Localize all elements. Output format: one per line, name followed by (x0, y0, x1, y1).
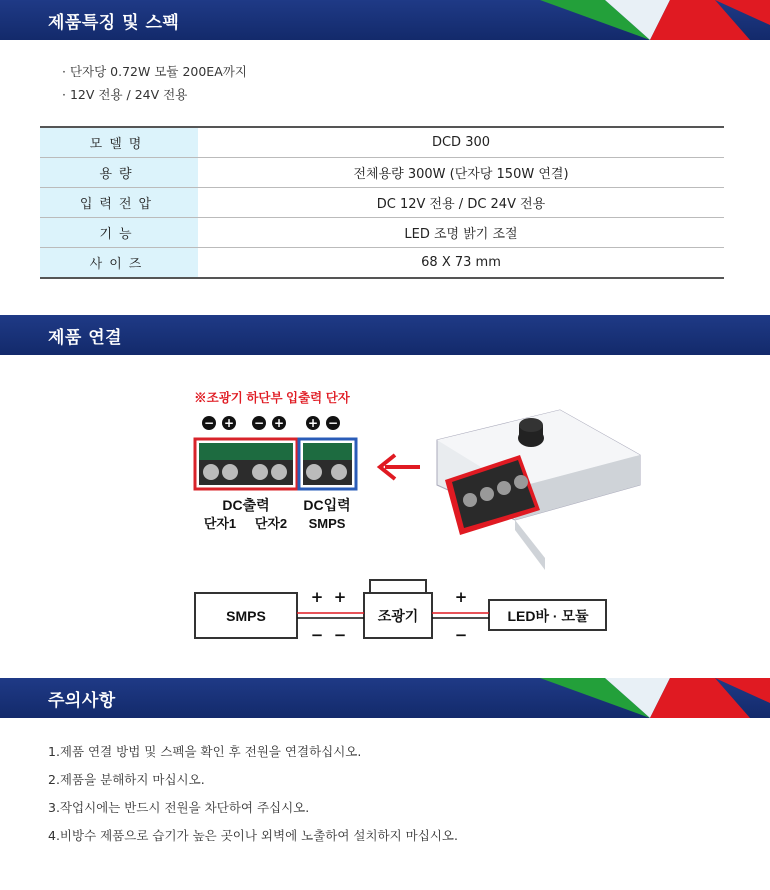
section-title: 제품 연결 (48, 328, 123, 348)
feature-list (62, 60, 247, 106)
minus-sign: − (333, 626, 347, 644)
caution-item: 3.작업시에는 반드시 전원을 차단하여 주십시오. (48, 800, 310, 815)
smps-sub-label: SMPS (308, 516, 346, 531)
table-row (40, 218, 724, 248)
smps-label: SMPS (226, 608, 266, 624)
dc-input-label: DC입력 (303, 497, 351, 513)
terminal-1-label: 단자1 (203, 516, 237, 531)
feature-item: · 12V 전용 / 24V 전용 (62, 83, 247, 106)
feature-item: · 단자당 0.72W 모듈 200EA까지 (62, 60, 247, 83)
svg-text:+: + (273, 416, 285, 430)
table-row (40, 188, 724, 218)
banner-decoration (540, 0, 770, 40)
spec-key: 모델명 (40, 127, 198, 158)
table-row (40, 127, 724, 158)
caution-section-header (0, 678, 770, 718)
spec-value: LED 조명 밝기 조절 (198, 218, 724, 248)
connect-section-header (0, 315, 770, 355)
minus-sign: − (310, 626, 324, 644)
caution-list (48, 738, 458, 850)
arrow-left-icon (380, 455, 420, 479)
led-label: LED바 · 모듈 (507, 608, 589, 624)
minus-sign: − (454, 626, 468, 644)
dimmer-label: 조광기 (377, 608, 419, 624)
plus-sign: + (310, 588, 324, 606)
spec-table (40, 126, 724, 279)
polarity-icons (202, 416, 340, 430)
spec-value: 68 X 73 mm (198, 248, 724, 279)
input-terminal-block (299, 439, 356, 489)
table-row (40, 248, 724, 279)
svg-text:−: − (203, 416, 215, 430)
banner-decoration (540, 678, 770, 718)
terminal-2-label: 단자2 (254, 516, 288, 531)
svg-text:+: + (223, 416, 235, 430)
spec-section-header (0, 0, 770, 40)
caution-item: 4.비방수 제품으로 습기가 높은 곳이나 외벽에 노출하여 설치하지 마십시오. (48, 828, 458, 843)
spec-key: 사이즈 (40, 248, 198, 279)
spec-key: 입력전압 (40, 188, 198, 218)
connection-diagram (0, 370, 770, 660)
svg-text:−: − (327, 416, 339, 430)
section-title: 주의사항 (48, 691, 116, 711)
table-row (40, 158, 724, 188)
spec-key: 용량 (40, 158, 198, 188)
section-title: 제품특징 및 스펙 (48, 13, 180, 33)
wiring-diagram (195, 580, 606, 644)
caution-item: 1.제품 연결 방법 및 스펙을 확인 후 전원을 연결하십시오. (48, 744, 362, 759)
plus-sign: + (333, 588, 347, 606)
caution-item: 2.제품을 분해하지 마십시오. (48, 772, 205, 787)
output-terminal-block (195, 439, 297, 489)
spec-value: 전체용량 300W (단자당 150W 연결) (198, 158, 724, 188)
spec-key: 기능 (40, 218, 198, 248)
plus-sign: + (454, 588, 468, 606)
svg-text:−: − (253, 416, 265, 430)
svg-text:+: + (307, 416, 319, 430)
dc-output-label: DC출력 (222, 497, 270, 513)
spec-value: DCD 300 (198, 127, 724, 158)
terminal-note: ※조광기 하단부 입출력 단자 (194, 391, 350, 405)
spec-value: DC 12V 전용 / DC 24V 전용 (198, 188, 724, 218)
dimmer-device-image (437, 410, 640, 570)
